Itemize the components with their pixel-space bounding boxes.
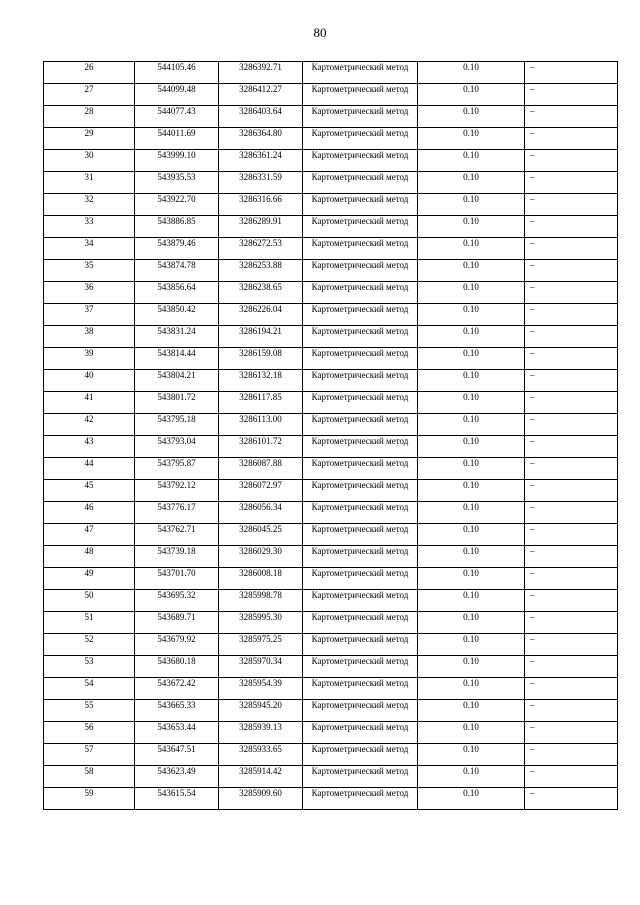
note-cell: –: [525, 62, 618, 84]
table-row: [44, 172, 618, 194]
note-cell: –: [525, 304, 618, 326]
table-row: [44, 436, 618, 458]
y-coordinate-cell: 3285939.13: [219, 722, 303, 744]
accuracy-cell: 0.10: [418, 106, 525, 128]
accuracy-cell: 0.10: [418, 722, 525, 744]
accuracy-cell: 0.10: [418, 84, 525, 106]
table-row: [44, 216, 618, 238]
point-number-cell: 27: [44, 84, 135, 106]
point-number-cell: 39: [44, 348, 135, 370]
x-coordinate-cell: 543680.18: [135, 656, 219, 678]
method-cell: Картометрический метод: [303, 370, 418, 392]
point-number-cell: 54: [44, 678, 135, 700]
point-number-cell: 49: [44, 568, 135, 590]
method-cell: Картометрический метод: [303, 722, 418, 744]
x-coordinate-cell: 543831.24: [135, 326, 219, 348]
method-cell: Картометрический метод: [303, 524, 418, 546]
table-row: [44, 458, 618, 480]
y-coordinate-cell: 3286072.97: [219, 480, 303, 502]
table-row: [44, 348, 618, 370]
y-coordinate-cell: 3286272.53: [219, 238, 303, 260]
method-cell: Картометрический метод: [303, 436, 418, 458]
y-coordinate-cell: 3286087.88: [219, 458, 303, 480]
point-number-cell: 29: [44, 128, 135, 150]
point-number-cell: 43: [44, 436, 135, 458]
method-cell: Картометрический метод: [303, 150, 418, 172]
point-number-cell: 46: [44, 502, 135, 524]
y-coordinate-cell: 3286101.72: [219, 436, 303, 458]
accuracy-cell: 0.10: [418, 590, 525, 612]
point-number-cell: 35: [44, 260, 135, 282]
accuracy-cell: 0.10: [418, 568, 525, 590]
table-row: [44, 414, 618, 436]
table-row: [44, 634, 618, 656]
y-coordinate-cell: 3286238.65: [219, 282, 303, 304]
point-number-cell: 26: [44, 62, 135, 84]
method-cell: Картометрический метод: [303, 502, 418, 524]
x-coordinate-cell: 543689.71: [135, 612, 219, 634]
accuracy-cell: 0.10: [418, 634, 525, 656]
method-cell: Картометрический метод: [303, 788, 418, 810]
point-number-cell: 31: [44, 172, 135, 194]
x-coordinate-cell: 543814.44: [135, 348, 219, 370]
y-coordinate-cell: 3286316.66: [219, 194, 303, 216]
note-cell: –: [525, 480, 618, 502]
x-coordinate-cell: 544105.46: [135, 62, 219, 84]
x-coordinate-cell: 543672.42: [135, 678, 219, 700]
note-cell: –: [525, 568, 618, 590]
note-cell: –: [525, 524, 618, 546]
accuracy-cell: 0.10: [418, 524, 525, 546]
point-number-cell: 40: [44, 370, 135, 392]
table-row: [44, 546, 618, 568]
method-cell: Картометрический метод: [303, 304, 418, 326]
accuracy-cell: 0.10: [418, 502, 525, 524]
method-cell: Картометрический метод: [303, 194, 418, 216]
point-number-cell: 51: [44, 612, 135, 634]
x-coordinate-cell: 543804.21: [135, 370, 219, 392]
table-row: [44, 392, 618, 414]
point-number-cell: 33: [44, 216, 135, 238]
point-number-cell: 59: [44, 788, 135, 810]
point-number-cell: 36: [44, 282, 135, 304]
accuracy-cell: 0.10: [418, 282, 525, 304]
method-cell: Картометрический метод: [303, 568, 418, 590]
point-number-cell: 30: [44, 150, 135, 172]
point-number-cell: 34: [44, 238, 135, 260]
x-coordinate-cell: 543922.70: [135, 194, 219, 216]
table-row: [44, 106, 618, 128]
method-cell: Картометрический метод: [303, 634, 418, 656]
point-number-cell: 47: [44, 524, 135, 546]
y-coordinate-cell: 3286331.59: [219, 172, 303, 194]
table-row: [44, 326, 618, 348]
accuracy-cell: 0.10: [418, 62, 525, 84]
point-number-cell: 56: [44, 722, 135, 744]
y-coordinate-cell: 3286117.85: [219, 392, 303, 414]
method-cell: Картометрический метод: [303, 766, 418, 788]
y-coordinate-cell: 3286226.04: [219, 304, 303, 326]
y-coordinate-cell: 3285975.25: [219, 634, 303, 656]
y-coordinate-cell: 3285914.42: [219, 766, 303, 788]
note-cell: –: [525, 128, 618, 150]
method-cell: Картометрический метод: [303, 326, 418, 348]
method-cell: Картометрический метод: [303, 106, 418, 128]
x-coordinate-cell: 543795.87: [135, 458, 219, 480]
point-number-cell: 48: [44, 546, 135, 568]
table-row: [44, 524, 618, 546]
y-coordinate-cell: 3286045.25: [219, 524, 303, 546]
table-row: [44, 788, 618, 810]
accuracy-cell: 0.10: [418, 788, 525, 810]
note-cell: –: [525, 348, 618, 370]
method-cell: Картометрический метод: [303, 612, 418, 634]
note-cell: –: [525, 436, 618, 458]
table-row: [44, 656, 618, 678]
note-cell: –: [525, 194, 618, 216]
method-cell: Картометрический метод: [303, 744, 418, 766]
x-coordinate-cell: 543739.18: [135, 546, 219, 568]
point-number-cell: 32: [44, 194, 135, 216]
note-cell: –: [525, 612, 618, 634]
x-coordinate-cell: 544077.43: [135, 106, 219, 128]
accuracy-cell: 0.10: [418, 304, 525, 326]
accuracy-cell: 0.10: [418, 128, 525, 150]
table-row: [44, 194, 618, 216]
coordinates-table: [43, 61, 618, 810]
table-row: [44, 502, 618, 524]
accuracy-cell: 0.10: [418, 678, 525, 700]
x-coordinate-cell: 543874.78: [135, 260, 219, 282]
accuracy-cell: 0.10: [418, 326, 525, 348]
x-coordinate-cell: 543701.70: [135, 568, 219, 590]
y-coordinate-cell: 3286364.80: [219, 128, 303, 150]
x-coordinate-cell: 543776.17: [135, 502, 219, 524]
note-cell: –: [525, 766, 618, 788]
note-cell: –: [525, 458, 618, 480]
note-cell: –: [525, 216, 618, 238]
accuracy-cell: 0.10: [418, 700, 525, 722]
table-row: [44, 150, 618, 172]
y-coordinate-cell: 3286029.30: [219, 546, 303, 568]
x-coordinate-cell: 543623.49: [135, 766, 219, 788]
table-row: [44, 282, 618, 304]
point-number-cell: 58: [44, 766, 135, 788]
x-coordinate-cell: 543653.44: [135, 722, 219, 744]
accuracy-cell: 0.10: [418, 150, 525, 172]
y-coordinate-cell: 3285954.39: [219, 678, 303, 700]
table-row: [44, 62, 618, 84]
y-coordinate-cell: 3286194.21: [219, 326, 303, 348]
table-row: [44, 128, 618, 150]
method-cell: Картометрический метод: [303, 656, 418, 678]
note-cell: –: [525, 722, 618, 744]
table-row: [44, 238, 618, 260]
y-coordinate-cell: 3286412.27: [219, 84, 303, 106]
x-coordinate-cell: 543999.10: [135, 150, 219, 172]
table-row: [44, 744, 618, 766]
note-cell: –: [525, 84, 618, 106]
x-coordinate-cell: 543935.53: [135, 172, 219, 194]
method-cell: Картометрический метод: [303, 480, 418, 502]
note-cell: –: [525, 788, 618, 810]
note-cell: –: [525, 150, 618, 172]
x-coordinate-cell: 543615.54: [135, 788, 219, 810]
accuracy-cell: 0.10: [418, 480, 525, 502]
y-coordinate-cell: 3285995.30: [219, 612, 303, 634]
point-number-cell: 41: [44, 392, 135, 414]
y-coordinate-cell: 3286008.18: [219, 568, 303, 590]
x-coordinate-cell: 543665.33: [135, 700, 219, 722]
point-number-cell: 53: [44, 656, 135, 678]
method-cell: Картометрический метод: [303, 128, 418, 150]
x-coordinate-cell: 543801.72: [135, 392, 219, 414]
note-cell: –: [525, 546, 618, 568]
x-coordinate-cell: 543647.51: [135, 744, 219, 766]
accuracy-cell: 0.10: [418, 744, 525, 766]
note-cell: –: [525, 634, 618, 656]
method-cell: Картометрический метод: [303, 62, 418, 84]
method-cell: Картометрический метод: [303, 546, 418, 568]
note-cell: –: [525, 326, 618, 348]
note-cell: –: [525, 370, 618, 392]
table-row: [44, 260, 618, 282]
method-cell: Картометрический метод: [303, 282, 418, 304]
note-cell: –: [525, 282, 618, 304]
x-coordinate-cell: 543792.12: [135, 480, 219, 502]
accuracy-cell: 0.10: [418, 546, 525, 568]
x-coordinate-cell: 543850.42: [135, 304, 219, 326]
table-row: [44, 480, 618, 502]
table-row: [44, 304, 618, 326]
accuracy-cell: 0.10: [418, 216, 525, 238]
table-row: [44, 678, 618, 700]
accuracy-cell: 0.10: [418, 414, 525, 436]
point-number-cell: 38: [44, 326, 135, 348]
method-cell: Картометрический метод: [303, 216, 418, 238]
x-coordinate-cell: 543762.71: [135, 524, 219, 546]
note-cell: –: [525, 414, 618, 436]
table-row: [44, 84, 618, 106]
method-cell: Картометрический метод: [303, 700, 418, 722]
accuracy-cell: 0.10: [418, 260, 525, 282]
table-row: [44, 612, 618, 634]
point-number-cell: 45: [44, 480, 135, 502]
y-coordinate-cell: 3286056.34: [219, 502, 303, 524]
y-coordinate-cell: 3286392.71: [219, 62, 303, 84]
note-cell: –: [525, 392, 618, 414]
method-cell: Картометрический метод: [303, 392, 418, 414]
accuracy-cell: 0.10: [418, 238, 525, 260]
x-coordinate-cell: 543886.85: [135, 216, 219, 238]
point-number-cell: 42: [44, 414, 135, 436]
note-cell: –: [525, 238, 618, 260]
y-coordinate-cell: 3286289.91: [219, 216, 303, 238]
table-row: [44, 766, 618, 788]
y-coordinate-cell: 3286132.18: [219, 370, 303, 392]
note-cell: –: [525, 172, 618, 194]
table-row: [44, 370, 618, 392]
note-cell: –: [525, 106, 618, 128]
y-coordinate-cell: 3286253.88: [219, 260, 303, 282]
x-coordinate-cell: 543679.92: [135, 634, 219, 656]
accuracy-cell: 0.10: [418, 766, 525, 788]
note-cell: –: [525, 744, 618, 766]
method-cell: Картометрический метод: [303, 678, 418, 700]
accuracy-cell: 0.10: [418, 348, 525, 370]
table-row: [44, 700, 618, 722]
y-coordinate-cell: 3285970.34: [219, 656, 303, 678]
method-cell: Картометрический метод: [303, 348, 418, 370]
x-coordinate-cell: 543879.46: [135, 238, 219, 260]
note-cell: –: [525, 700, 618, 722]
point-number-cell: 37: [44, 304, 135, 326]
y-coordinate-cell: 3285933.65: [219, 744, 303, 766]
y-coordinate-cell: 3286159.08: [219, 348, 303, 370]
y-coordinate-cell: 3285945.20: [219, 700, 303, 722]
table-row: [44, 590, 618, 612]
method-cell: Картометрический метод: [303, 84, 418, 106]
method-cell: Картометрический метод: [303, 590, 418, 612]
x-coordinate-cell: 543856.64: [135, 282, 219, 304]
page-number: 80: [313, 25, 327, 40]
accuracy-cell: 0.10: [418, 392, 525, 414]
point-number-cell: 55: [44, 700, 135, 722]
point-number-cell: 50: [44, 590, 135, 612]
table-row: [44, 568, 618, 590]
x-coordinate-cell: 543795.18: [135, 414, 219, 436]
x-coordinate-cell: 543695.32: [135, 590, 219, 612]
x-coordinate-cell: 544011.69: [135, 128, 219, 150]
accuracy-cell: 0.10: [418, 172, 525, 194]
note-cell: –: [525, 678, 618, 700]
method-cell: Картометрический метод: [303, 238, 418, 260]
accuracy-cell: 0.10: [418, 656, 525, 678]
point-number-cell: 28: [44, 106, 135, 128]
x-coordinate-cell: 544099.48: [135, 84, 219, 106]
note-cell: –: [525, 656, 618, 678]
accuracy-cell: 0.10: [418, 458, 525, 480]
point-number-cell: 52: [44, 634, 135, 656]
note-cell: –: [525, 502, 618, 524]
accuracy-cell: 0.10: [418, 436, 525, 458]
y-coordinate-cell: 3285909.60: [219, 788, 303, 810]
table-row: [44, 722, 618, 744]
method-cell: Картометрический метод: [303, 458, 418, 480]
method-cell: Картометрический метод: [303, 414, 418, 436]
note-cell: –: [525, 260, 618, 282]
coordinates-table-body: [44, 62, 618, 810]
y-coordinate-cell: 3286113.00: [219, 414, 303, 436]
accuracy-cell: 0.10: [418, 370, 525, 392]
y-coordinate-cell: 3286403.64: [219, 106, 303, 128]
method-cell: Картометрический метод: [303, 172, 418, 194]
note-cell: –: [525, 590, 618, 612]
y-coordinate-cell: 3285998.78: [219, 590, 303, 612]
method-cell: Картометрический метод: [303, 260, 418, 282]
point-number-cell: 57: [44, 744, 135, 766]
y-coordinate-cell: 3286361.24: [219, 150, 303, 172]
accuracy-cell: 0.10: [418, 194, 525, 216]
x-coordinate-cell: 543793.04: [135, 436, 219, 458]
point-number-cell: 44: [44, 458, 135, 480]
accuracy-cell: 0.10: [418, 612, 525, 634]
